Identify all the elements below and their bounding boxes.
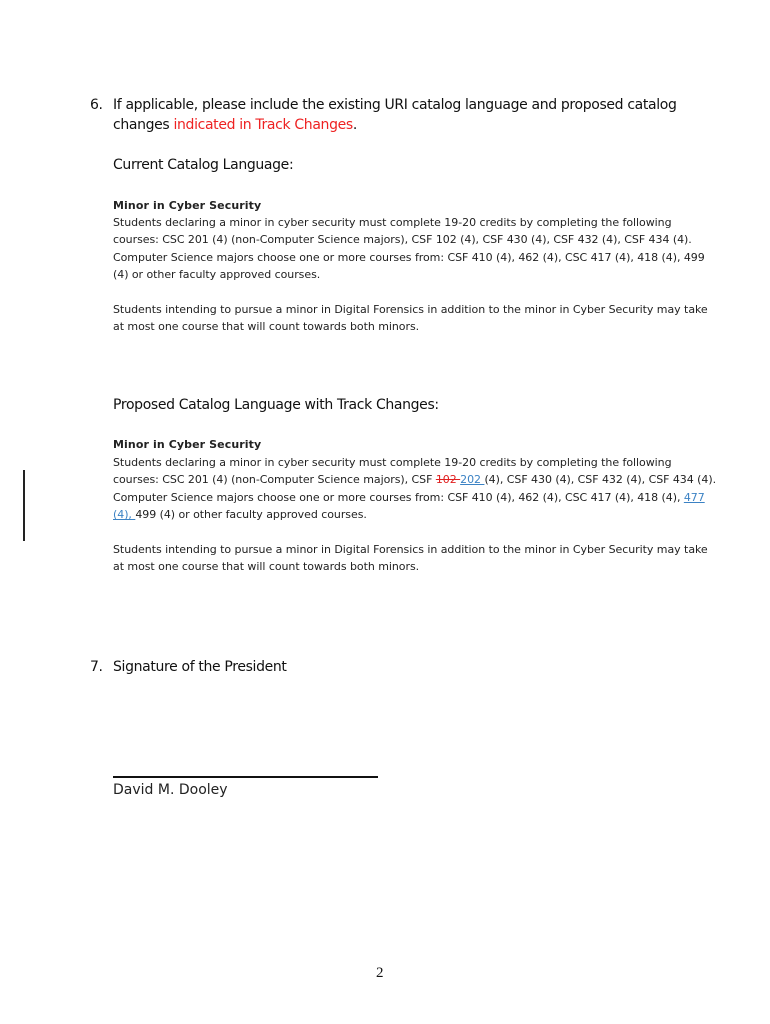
page-number: 2 [376, 965, 384, 981]
section-7-text: Signature of the President [113, 659, 287, 675]
current-p1-line: courses: CSC 201 (4) (non-Computer Science majors), CSF 102 (4), CSF 430 (4), CSF 432 (4), CSF 434 (4). [113, 233, 692, 247]
current-p2-line: Students intending to pursue a minor in Digital Forensics in addition to the minor in Cyber Security may take [113, 303, 708, 316]
proposed-text: (4), CSF 430 (4), CSF 432 (4), CSF 434 (4). [484, 473, 717, 487]
current-p2-line: at most one course that will count towards both minors. [113, 320, 420, 334]
proposed-text: Computer Science majors choose one or more courses from: CSF 410 (4), 462 (4), CSC 417 (4), 418 (4), [113, 490, 684, 504]
proposed-paragraph-1 [113, 454, 723, 524]
current-paragraph-2 [113, 301, 723, 336]
section-6-line1: If applicable, please include the existing URI catalog language and proposed catalog [113, 97, 677, 113]
current-catalog-heading: Current Catalog Language: [113, 157, 294, 173]
section-6-number: 6. [90, 97, 103, 113]
section-7-number: 7. [90, 659, 103, 675]
proposed-p2-line: at most one course that will count towards both minors. [113, 560, 420, 574]
proposed-p2-line: Students intending to pursue a minor in Digital Forensics in addition to the minor in Cyber Security may take [113, 543, 708, 556]
proposed-p1-line: Students declaring a minor in cyber security must complete 19-20 credits by completing the following [113, 456, 672, 469]
section-6-text [113, 95, 713, 135]
proposed-catalog-heading: Proposed Catalog Language with Track Changes: [113, 397, 439, 413]
current-minor-title: Minor in Cyber Security [113, 199, 262, 212]
proposed-p1-line [113, 506, 723, 523]
track-changes-highlight: indicated in Track Changes [173, 117, 353, 133]
current-p1-line: Students declaring a minor in cyber security must complete 19-20 credits by completing the following [113, 216, 672, 229]
proposed-p1-line [113, 489, 723, 506]
proposed-p1-line [113, 471, 723, 488]
inserted-text: (4), [113, 508, 136, 522]
proposed-text: courses: CSC 201 (4) (non-Computer Science majors), CSF [113, 473, 436, 487]
track-change-bar [23, 470, 25, 541]
current-p1-line: (4) or other faculty approved courses. [113, 268, 321, 282]
signature-line [113, 776, 378, 778]
section-6-heading [90, 95, 730, 137]
inserted-text: 477 [683, 490, 705, 504]
proposed-minor-title: Minor in Cyber Security [113, 438, 262, 451]
section-7-heading [90, 657, 730, 679]
section-6-line2-prefix: changes [113, 117, 174, 133]
current-paragraph-1 [113, 214, 723, 284]
proposed-text: 499 (4) or other faculty approved courses. [135, 508, 367, 522]
current-p1-line: Computer Science majors choose one or more courses from: CSF 410 (4), 462 (4), CSC 417 (4), 418 (4), 499 [113, 250, 705, 264]
section-6-line2-suffix: . [352, 117, 357, 133]
inserted-text: 202 [460, 473, 485, 487]
signatory-name: David M. Dooley [113, 782, 228, 798]
proposed-paragraph-2 [113, 541, 723, 576]
deleted-text: 102 [435, 473, 461, 487]
